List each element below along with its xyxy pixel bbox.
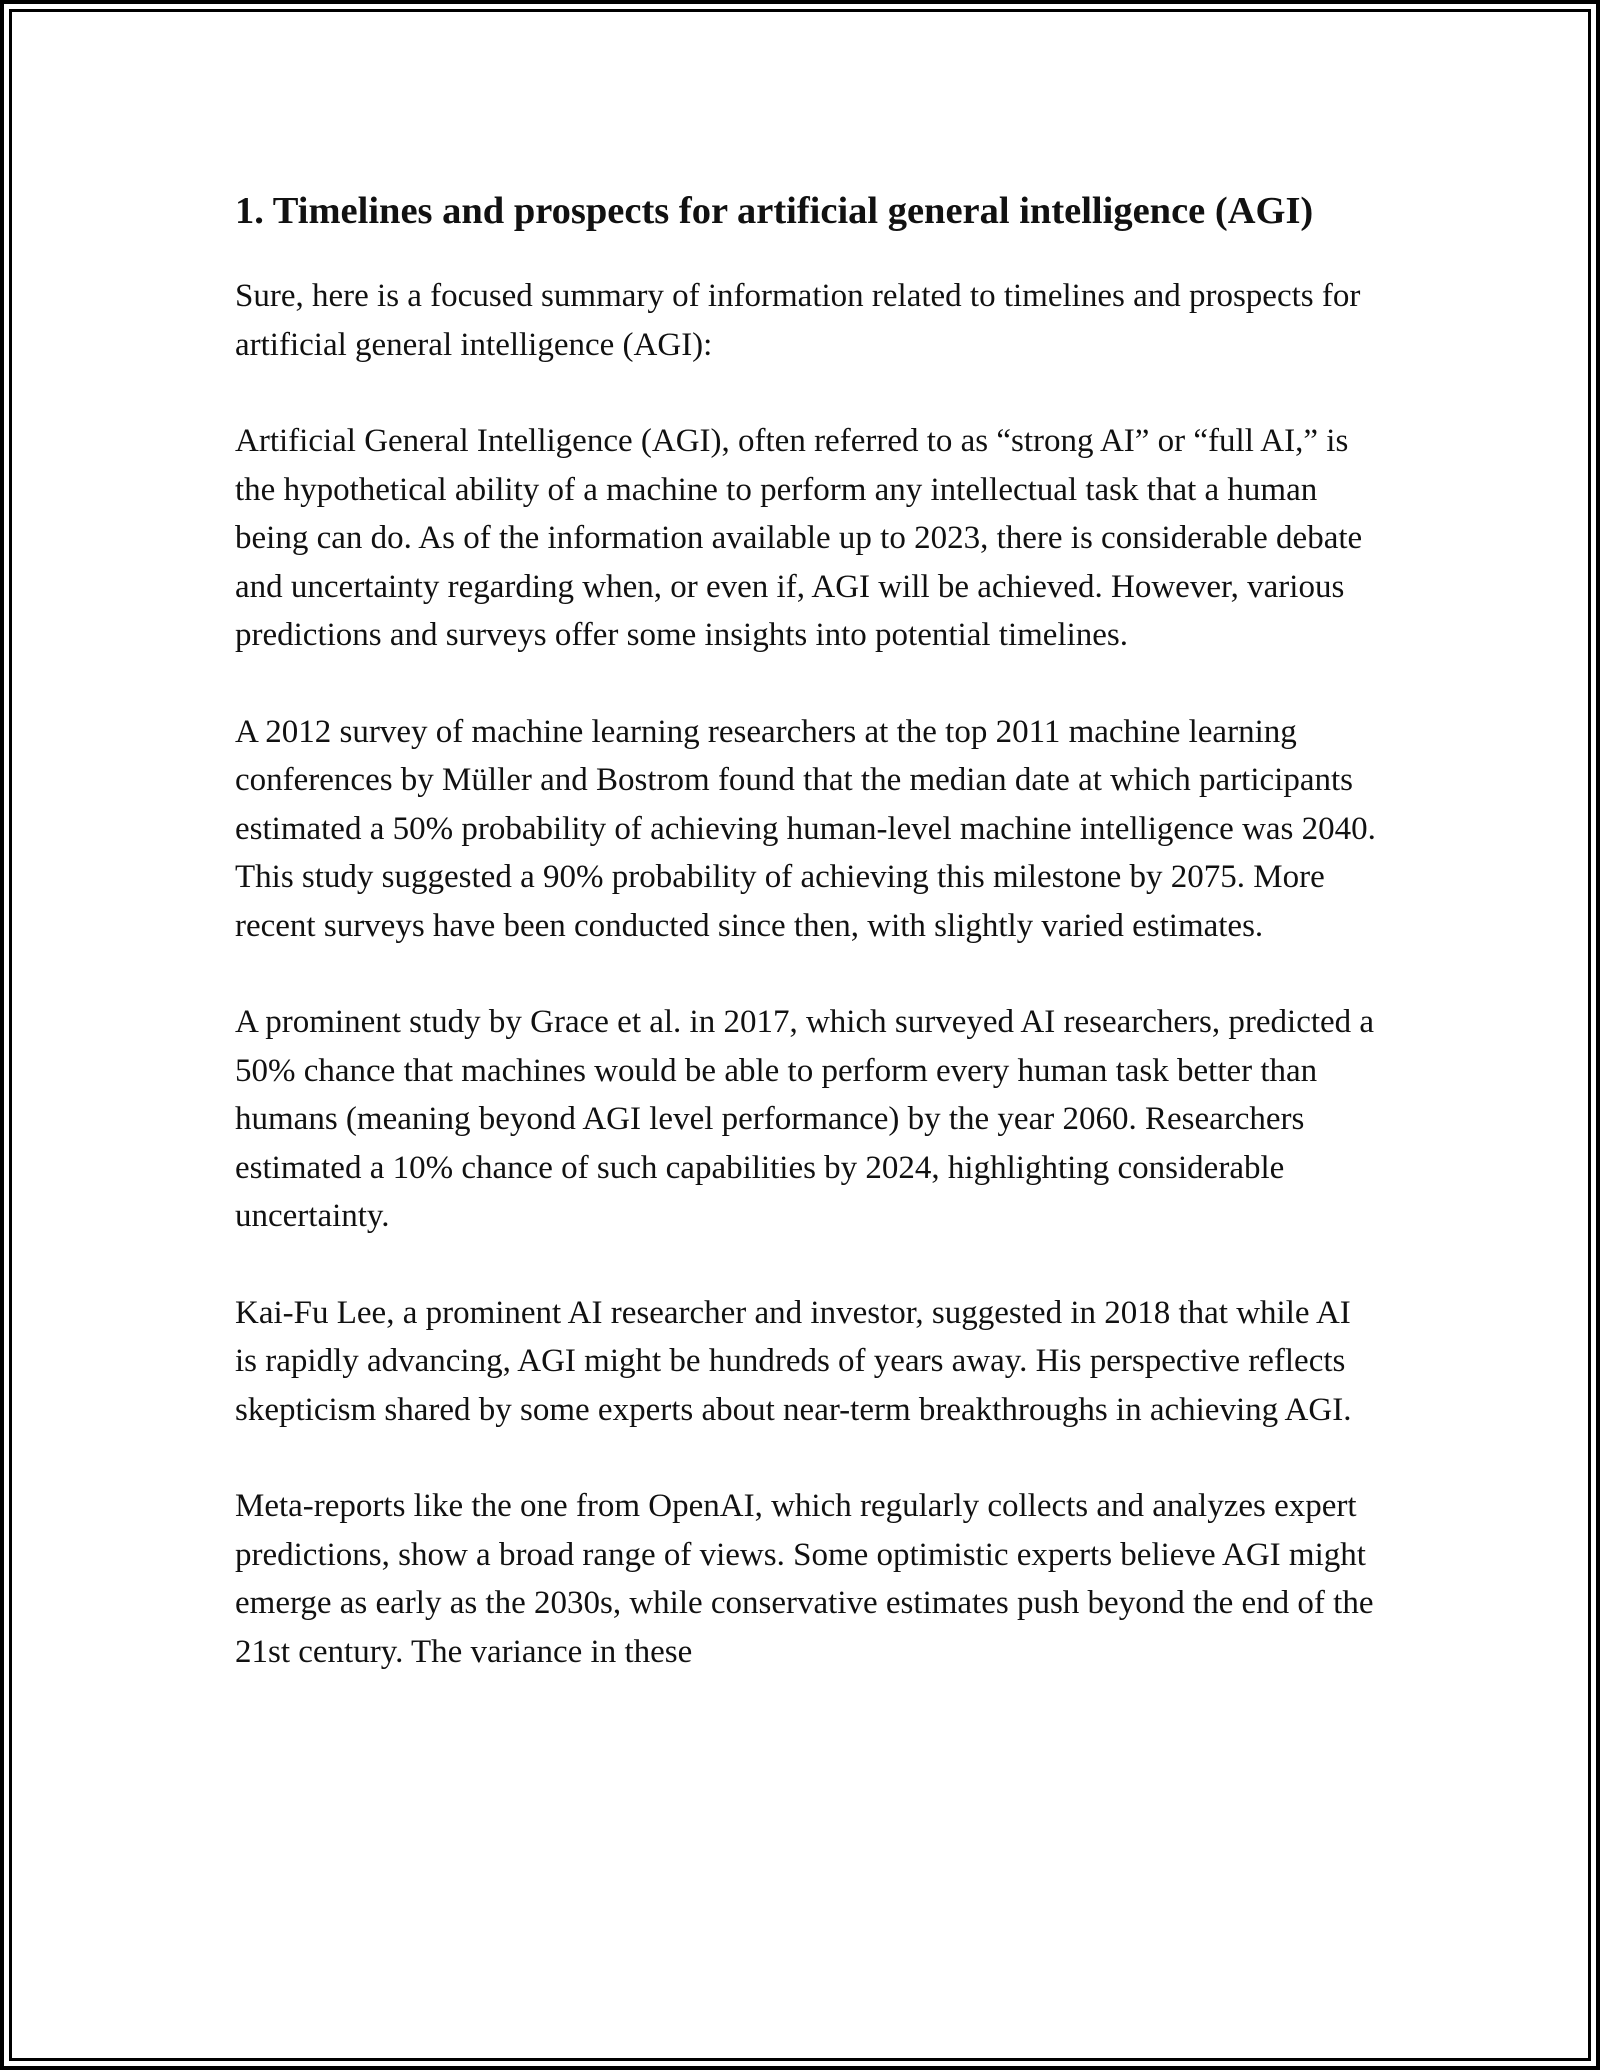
paragraph-muller-bostrom-survey: A 2012 survey of machine learning researchers at the top 2011 machine learning conferences by Müller and Bostrom found that the median date at which participants estimated a 50% probability of achieving human-level machine intelligence was 2040. This study suggested a 90% probability of achieving this milestone by 2075. More recent surveys have been conducted since then, with slightly varied estimates. <box>235 713 1376 944</box>
paragraph-intro: Sure, here is a focused summary of information related to timelines and prospects for artificial general intelligence (AGI): <box>235 278 1361 363</box>
paragraph-agi-definition: Artificial General Intelligence (AGI), often referred to as “strong AI” or “full AI,” is the hypothetical ability of a machine to perform any intellectual task that a human being can do. As of the information available up to 2023, there is considerable debate and uncertainty regarding when, or even if, AGI will be achieved. However, various predictions and surveys offer some insights into potential timelines. <box>235 423 1363 653</box>
paragraph-meta-reports: Meta-reports like the one from OpenAI, which regularly collects and analyzes expert predictions, show a broad range of views. Some optimistic experts believe AGI might emerge as early as the 2030s, while conservative estimates push beyond the end of the 21st century. The variance in these <box>235 1488 1374 1670</box>
document-body <box>235 186 1380 1724</box>
paragraph-grace-study: A prominent study by Grace et al. in 2017, which surveyed AI researchers, predicted a 50% chance that machines would be able to perform every human task better than humans (meaning beyond AGI level performance) by the year 2060. Researchers estimated a 10% chance of such capabilities by 2024, highlighting considerable uncertainty. <box>235 1004 1375 1234</box>
section-heading: 1. Timelines and prospects for artificial general intelligence (AGI) <box>235 190 1314 232</box>
paragraph-kai-fu-lee: Kai-Fu Lee, a prominent AI researcher and investor, suggested in 2018 that while AI is rapidly advancing, AGI might be hundreds of years away. His perspective reflects skepticism shared by some experts about near-term breakthroughs in achieving AGI. <box>235 1294 1352 1428</box>
